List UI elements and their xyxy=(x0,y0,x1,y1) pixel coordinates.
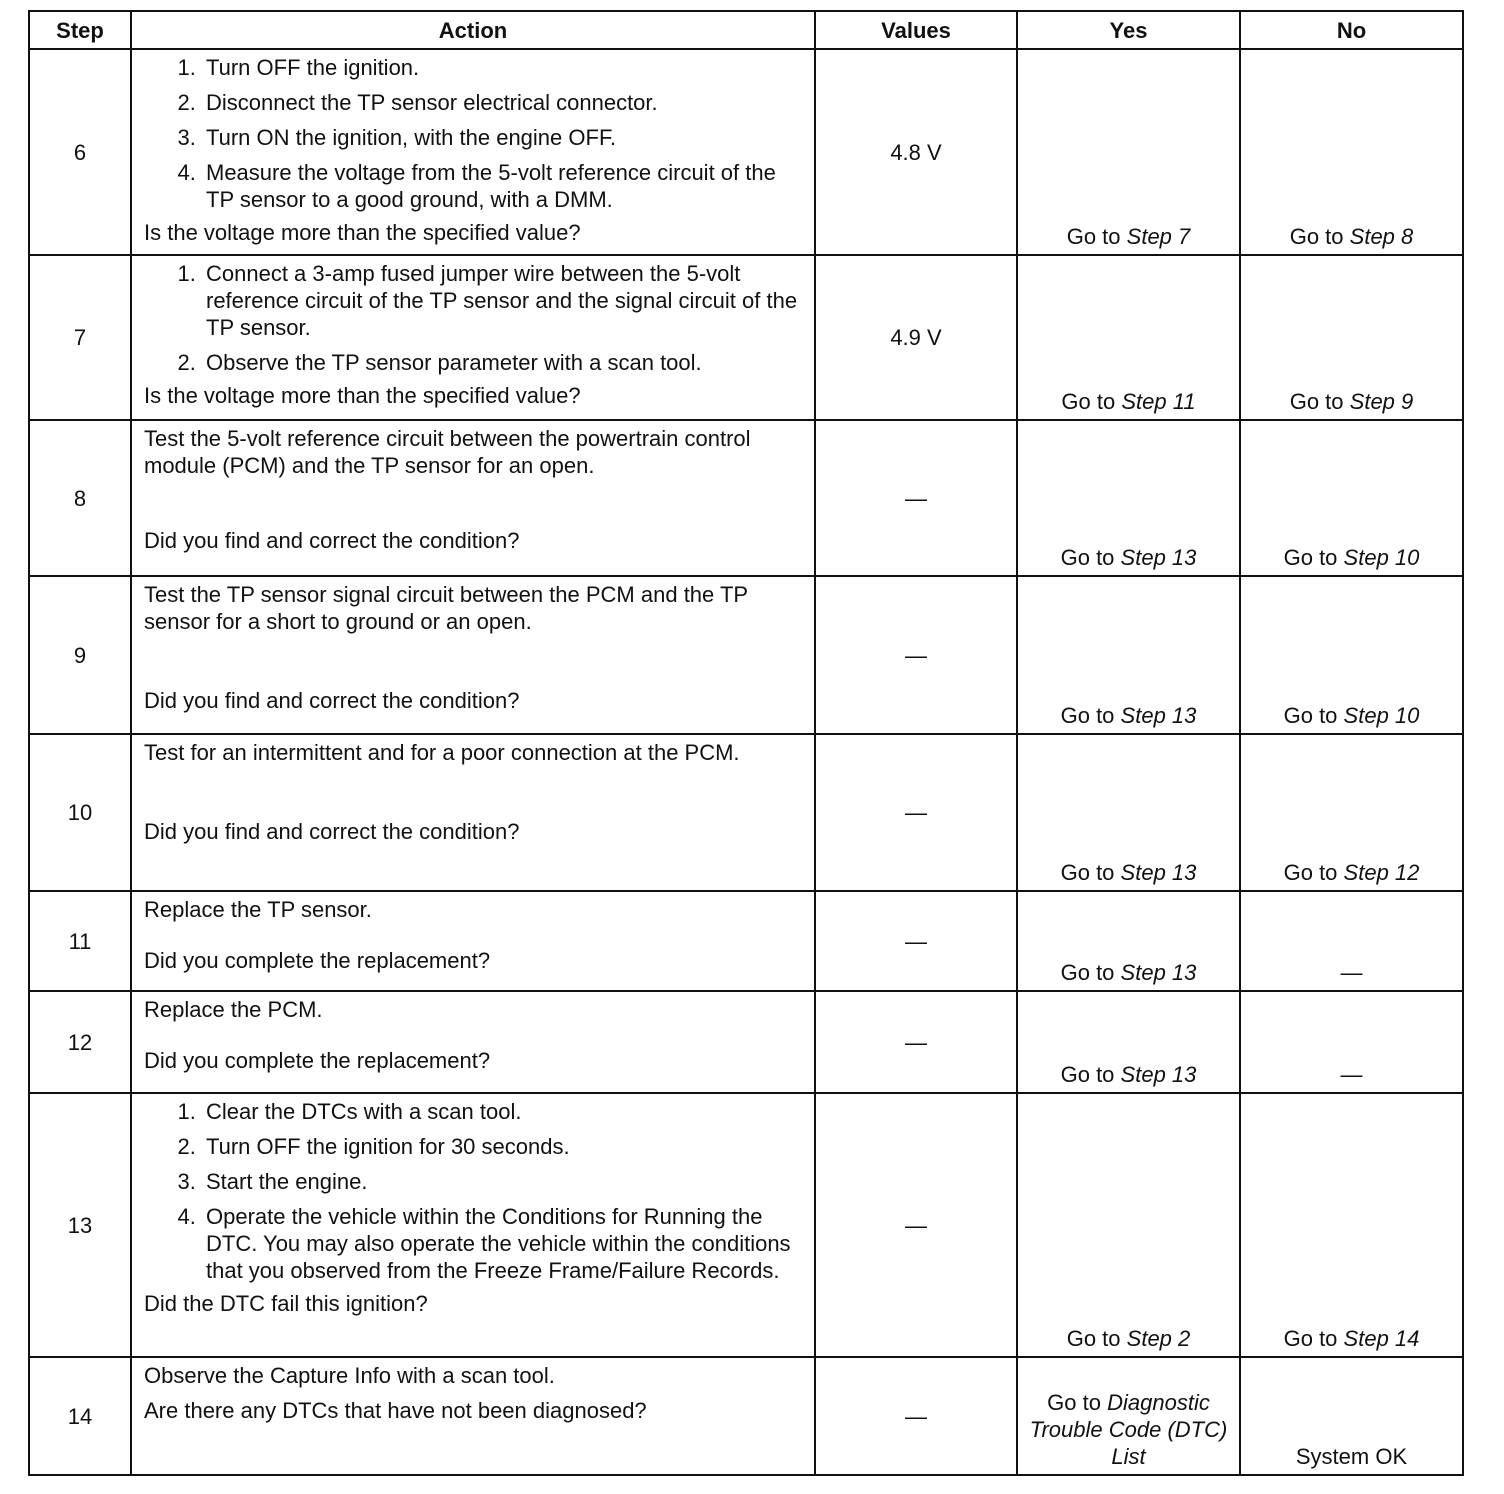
action-question: Did the DTC fail this ignition? xyxy=(144,1291,428,1316)
no-dash: — xyxy=(1340,1062,1363,1087)
step-number: 6 xyxy=(29,49,131,255)
no-cell xyxy=(1240,49,1463,255)
step-number: 14 xyxy=(29,1357,131,1475)
table-header-row xyxy=(29,11,1463,49)
yes-target-link[interactable]: Step 11 xyxy=(1121,389,1196,414)
no-target-link[interactable]: Step 9 xyxy=(1349,389,1414,414)
yes-cell xyxy=(1017,49,1240,255)
table-row xyxy=(29,49,1463,255)
header-no: No xyxy=(1240,11,1463,49)
yes-target-link[interactable]: Step 2 xyxy=(1126,1326,1191,1351)
no-target-link[interactable]: Step 12 xyxy=(1343,860,1420,885)
action-question: Did you find and correct the condition? xyxy=(144,528,520,553)
values-cell xyxy=(815,1357,1017,1475)
specified-value: — xyxy=(905,1403,927,1429)
step-number: 8 xyxy=(29,420,131,576)
action-question: Is the voltage more than the specified value? xyxy=(144,220,581,245)
step-number: 13 xyxy=(29,1093,131,1357)
action-step-item: 1. Clear the DTCs with a scan tool. xyxy=(202,1098,806,1125)
no-target-link[interactable]: Step 14 xyxy=(1343,1326,1420,1351)
step-number: 7 xyxy=(29,255,131,420)
table-row xyxy=(29,576,1463,734)
yes-cell xyxy=(1017,891,1240,991)
specified-value: — xyxy=(905,1029,927,1055)
action-question: Is the voltage more than the specified value? xyxy=(144,383,581,408)
action-cell xyxy=(131,734,815,891)
action-step-item: 4. Measure the voltage from the 5-volt reference circuit of the TP sensor to a good ground, with a DMM. xyxy=(202,159,806,213)
yes-target-link[interactable]: Step 13 xyxy=(1120,960,1197,985)
header-values: Values xyxy=(815,11,1017,49)
no-result-text: System OK xyxy=(1295,1444,1408,1469)
no-target-link[interactable]: Step 8 xyxy=(1349,224,1414,249)
action-cell xyxy=(131,255,815,420)
action-cell xyxy=(131,1093,815,1357)
no-go-to-label: Go to xyxy=(1283,703,1338,728)
yes-target-link[interactable]: Diagnostic Trouble Code (DTC) List xyxy=(1029,1390,1228,1469)
yes-go-to-label: Go to xyxy=(1060,545,1115,570)
action-spacer xyxy=(144,1023,806,1047)
yes-go-to-label: Go to xyxy=(1047,1390,1101,1415)
values-cell xyxy=(815,991,1017,1093)
no-go-to-label: Go to xyxy=(1283,1326,1338,1351)
action-step-item: 1. Turn OFF the ignition. xyxy=(202,54,806,81)
step-number: 11 xyxy=(29,891,131,991)
action-steps-list xyxy=(144,54,806,213)
specified-value: — xyxy=(905,928,927,954)
no-target-link[interactable]: Step 10 xyxy=(1343,545,1420,570)
action-steps-list xyxy=(144,1098,806,1284)
header-step: Step xyxy=(29,11,131,49)
action-text: Replace the PCM. xyxy=(144,997,323,1022)
table-body xyxy=(29,49,1463,1475)
action-step-item: 2. Observe the TP sensor parameter with a scan tool. xyxy=(202,349,806,376)
yes-cell xyxy=(1017,255,1240,420)
yes-target-link[interactable]: Step 13 xyxy=(1120,1062,1197,1087)
action-spacer xyxy=(144,1389,806,1397)
action-question: Did you find and correct the condition? xyxy=(144,688,520,713)
no-target-link[interactable]: Step 10 xyxy=(1343,703,1420,728)
header-action: Action xyxy=(131,11,815,49)
action-step-item: 1. Connect a 3-amp fused jumper wire between the 5-volt reference circuit of the TP sensor and the signal circuit of the TP sensor. xyxy=(202,260,806,341)
header-yes: Yes xyxy=(1017,11,1240,49)
yes-go-to-label: Go to xyxy=(1060,960,1115,985)
specified-value: — xyxy=(905,800,927,825)
action-cell xyxy=(131,420,815,576)
no-cell xyxy=(1240,576,1463,734)
action-step-item: 4. Operate the vehicle within the Conditions for Running the DTC. You may also operate the vehicle within the conditions that you observed from the Freeze Frame/Failure Records. xyxy=(202,1203,806,1284)
specified-value: — xyxy=(905,1212,927,1238)
yes-target-link[interactable]: Step 7 xyxy=(1126,224,1191,249)
yes-go-to-label: Go to xyxy=(1061,389,1116,414)
action-text: Test for an intermittent and for a poor connection at the PCM. xyxy=(144,740,740,765)
action-cell xyxy=(131,991,815,1093)
table-row xyxy=(29,420,1463,576)
table-row xyxy=(29,734,1463,891)
values-cell xyxy=(815,891,1017,991)
no-go-to-label: Go to xyxy=(1289,224,1344,249)
yes-go-to-label: Go to xyxy=(1060,860,1115,885)
values-cell xyxy=(815,255,1017,420)
action-steps-list xyxy=(144,260,806,376)
specified-value: — xyxy=(905,485,927,511)
values-cell xyxy=(815,576,1017,734)
no-cell xyxy=(1240,891,1463,991)
yes-cell xyxy=(1017,576,1240,734)
values-cell xyxy=(815,734,1017,891)
table-row xyxy=(29,1357,1463,1475)
step-number: 12 xyxy=(29,991,131,1093)
yes-go-to-label: Go to xyxy=(1066,224,1121,249)
action-text: Test the 5-volt reference circuit between the powertrain control module (PCM) and the TP sensor for an open. xyxy=(144,426,751,478)
action-step-item: 3. Start the engine. xyxy=(202,1168,806,1195)
values-cell xyxy=(815,1093,1017,1357)
table-row xyxy=(29,891,1463,991)
no-go-to-label: Go to xyxy=(1283,860,1338,885)
no-cell xyxy=(1240,255,1463,420)
values-cell xyxy=(815,420,1017,576)
action-step-item: 3. Turn ON the ignition, with the engine OFF. xyxy=(202,124,806,151)
action-spacer xyxy=(144,923,806,947)
no-dash: — xyxy=(1340,960,1363,985)
action-step-item: 2. Disconnect the TP sensor electrical connector. xyxy=(202,89,806,116)
no-go-to-label: Go to xyxy=(1283,545,1338,570)
action-cell xyxy=(131,49,815,255)
yes-cell xyxy=(1017,1357,1240,1475)
yes-go-to-label: Go to xyxy=(1060,1062,1115,1087)
action-text: Observe the Capture Info with a scan tool. xyxy=(144,1363,555,1388)
specified-value: — xyxy=(905,642,927,668)
no-go-to-label: Go to xyxy=(1289,389,1344,414)
action-text: Replace the TP sensor. xyxy=(144,897,372,922)
no-cell xyxy=(1240,1093,1463,1357)
no-cell xyxy=(1240,734,1463,891)
action-spacer xyxy=(144,766,806,818)
action-question: Did you complete the replacement? xyxy=(144,948,491,973)
action-question: Did you complete the replacement? xyxy=(144,1048,491,1073)
yes-cell xyxy=(1017,420,1240,576)
no-cell xyxy=(1240,420,1463,576)
yes-go-to-label: Go to xyxy=(1060,703,1115,728)
action-question: Are there any DTCs that have not been diagnosed? xyxy=(144,1398,647,1423)
action-cell xyxy=(131,891,815,991)
yes-go-to-label: Go to xyxy=(1066,1326,1121,1351)
action-cell xyxy=(131,576,815,734)
table-row xyxy=(29,1093,1463,1357)
values-cell xyxy=(815,49,1017,255)
action-cell xyxy=(131,1357,815,1475)
no-cell xyxy=(1240,991,1463,1093)
diagnostic-table-container xyxy=(28,10,1462,1476)
action-step-item: 2. Turn OFF the ignition for 30 seconds. xyxy=(202,1133,806,1160)
step-number: 10 xyxy=(29,734,131,891)
yes-cell xyxy=(1017,734,1240,891)
specified-value: 4.9 V xyxy=(890,325,942,350)
yes-target-link[interactable]: Step 13 xyxy=(1120,545,1197,570)
step-number: 9 xyxy=(29,576,131,734)
table-row xyxy=(29,255,1463,420)
specified-value: 4.8 V xyxy=(890,139,942,165)
action-spacer xyxy=(144,635,806,687)
no-cell xyxy=(1240,1357,1463,1475)
yes-target-link[interactable]: Step 13 xyxy=(1120,860,1197,885)
table-row xyxy=(29,991,1463,1093)
yes-target-link[interactable]: Step 13 xyxy=(1120,703,1197,728)
action-spacer xyxy=(144,479,806,527)
yes-cell xyxy=(1017,1093,1240,1357)
diagnostic-steps-table xyxy=(28,10,1464,1476)
action-question: Did you find and correct the condition? xyxy=(144,819,520,844)
action-text: Test the TP sensor signal circuit between the PCM and the TP sensor for a short to ground or an open. xyxy=(144,582,748,634)
yes-cell xyxy=(1017,991,1240,1093)
